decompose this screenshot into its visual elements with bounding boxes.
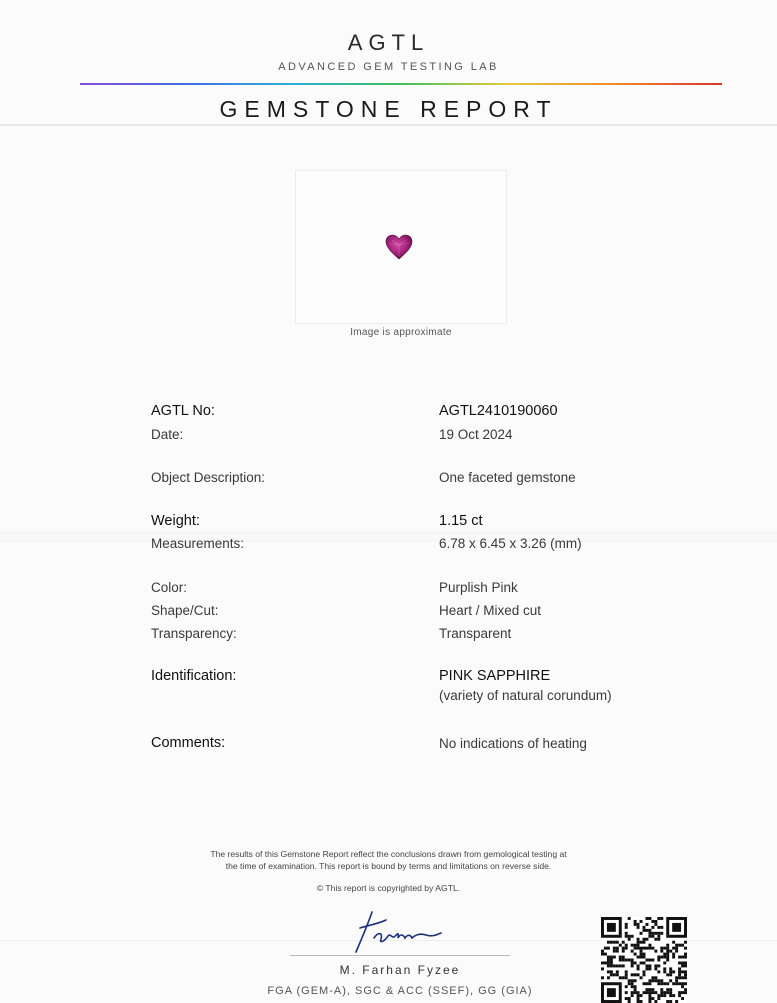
signatory-name: M. Farhan Fyzee — [339, 963, 461, 977]
qr-code-icon — [601, 917, 687, 1003]
paper-fold-middle — [0, 532, 777, 542]
brand-logo-text: AGTL — [347, 30, 430, 55]
signatory-credentials: FGA (GEM-A), SGC & ACC (SSEF), GG (GIA) — [267, 985, 533, 997]
signature-line — [290, 955, 510, 956]
copyright-notice: © This report is copyrighted by AGTL. — [316, 883, 461, 893]
image-caption: Image is approximate — [350, 327, 452, 338]
weight-label: Weight: — [151, 513, 200, 529]
shape-cut-label: Shape/Cut: — [151, 603, 219, 618]
weight-value: 1.15 ct — [439, 513, 483, 529]
agtl-no-value: AGTL2410190060 — [439, 403, 558, 419]
measurements-value: 6.78 x 6.45 x 3.26 (mm) — [439, 536, 582, 551]
identification-label: Identification: — [151, 668, 237, 684]
transparency-label: Transparency: — [151, 626, 237, 641]
brand-full-name: ADVANCED GEM TESTING LAB — [278, 61, 499, 73]
identification-value: PINK SAPPHIRE — [439, 668, 551, 684]
color-label: Color: — [151, 580, 188, 595]
rainbow-divider — [80, 83, 722, 85]
object-description-label: Object Description: — [151, 470, 266, 485]
comments-value: No indications of heating — [439, 736, 587, 751]
date-value: 19 Oct 2024 — [439, 427, 513, 442]
shape-cut-value: Heart / Mixed cut — [439, 603, 542, 618]
report-title: GEMSTONE REPORT — [219, 96, 558, 122]
measurements-label: Measurements: — [151, 536, 245, 551]
object-description-value: One faceted gemstone — [439, 470, 576, 485]
date-label: Date: — [151, 427, 184, 442]
comments-label: Comments: — [151, 735, 226, 751]
paper-fold-top — [0, 124, 777, 126]
agtl-no-label: AGTL No: — [151, 403, 215, 419]
transparency-value: Transparent — [439, 626, 512, 641]
disclaimer-line-1: The results of this Gemstone Report reflect the conclusions drawn from gemological testing at — [210, 849, 567, 859]
identification-note: (variety of natural corundum) — [439, 688, 612, 703]
color-value: Purplish Pink — [439, 580, 518, 595]
signature-icon — [350, 908, 445, 958]
heart-gemstone-icon — [385, 234, 413, 260]
disclaimer-line-2: the time of examination. This report is bound by terms and limitations on reverse side. — [225, 861, 552, 871]
gemstone-image-frame — [295, 170, 507, 324]
